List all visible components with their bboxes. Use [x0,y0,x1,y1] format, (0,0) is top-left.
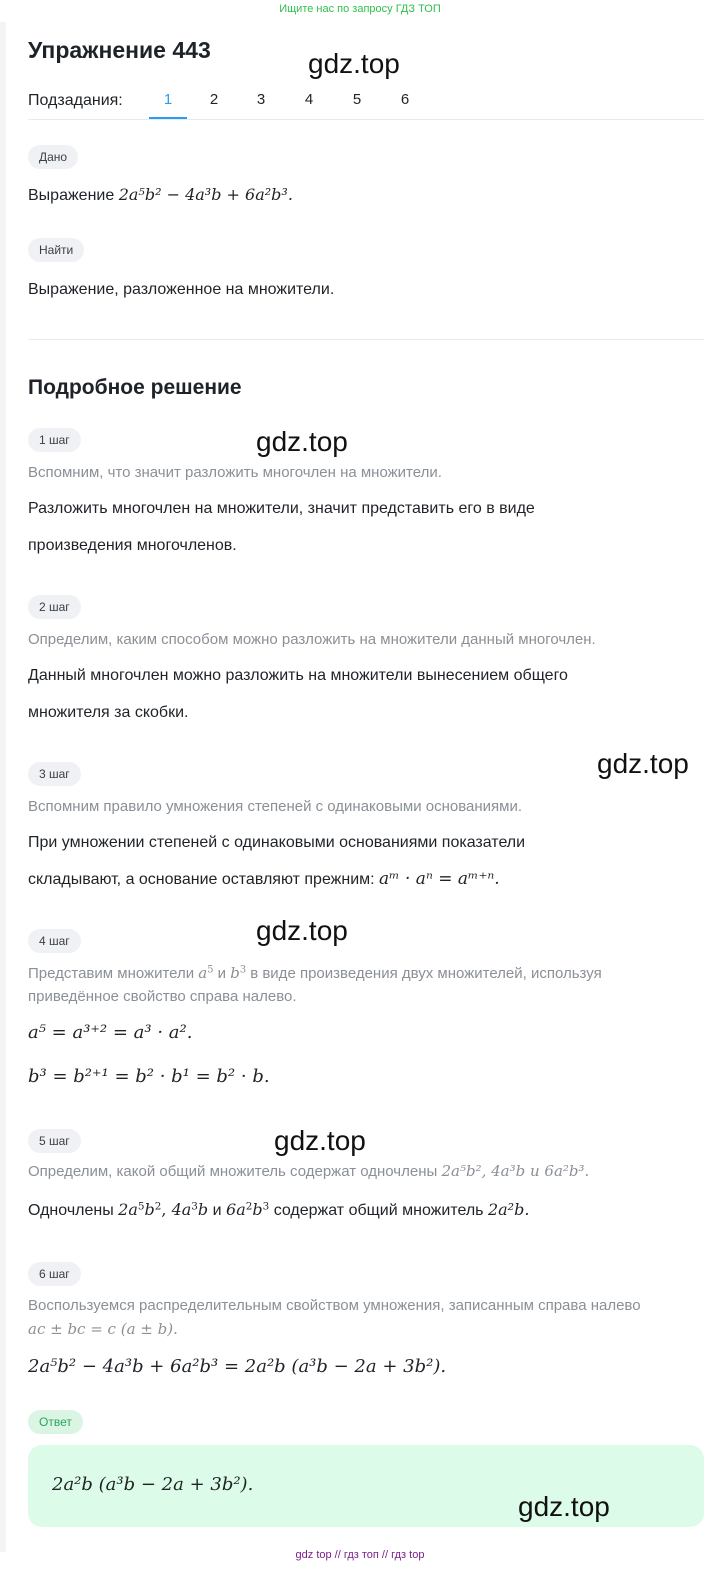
step-3-formula: aᵐ · aⁿ = aᵐ⁺ⁿ. [379,869,500,889]
step-1-pill: 1 шаг [28,428,81,452]
tab-subtask-6[interactable]: 6 [400,91,410,108]
step-4-hint-mid: и [217,965,227,982]
watermark: gdz.top [256,426,348,457]
step-2-line1: Данный многочлен можно разложить на множители вынесением общего [28,667,568,684]
given-expression: 2a⁵b² − 4a³b + 6a²b³. [118,185,293,204]
watermark: gdz.top [256,915,348,946]
tab-subtask-5[interactable]: 5 [352,91,362,108]
watermark: gdz.top [308,48,400,79]
step-2-pill: 2 шаг [28,595,81,619]
answer-pill: Ответ [28,1410,83,1434]
step-5-hint [28,1162,589,1180]
find-text: Выражение, разложенное на множители. [28,281,335,298]
page-title: Упражнение 443 [28,37,211,63]
tab-subtask-4[interactable]: 4 [304,91,314,108]
step-3-hint: Вспомним правило умножения степеней с одинаковыми основаниями. [28,798,522,815]
step-4-hint-line2: приведённое свойство справа налево. [28,988,297,1005]
step-6-hint: Воспользуемся распределительным свойством умножения, записанным справа налево [28,1297,641,1314]
watermark: gdz.top [518,1491,610,1522]
step-5-text-prefix: Одночлены [28,1202,114,1219]
step-3-line2-row [28,869,500,889]
step-6-pill: 6 шаг [28,1262,81,1286]
step-5-hint-prefix: Определим, какой общий множитель содержат одночлены [28,1163,438,1180]
tab-subtask-2[interactable]: 2 [209,91,219,108]
solution-title: Подробное решение [28,376,242,399]
active-tab-indicator [149,117,187,119]
given-text [28,185,293,205]
tabs-divider [28,119,704,120]
search-banner[interactable]: Ищите нас по запросу ГДЗ ТОП [279,3,441,15]
given-pill: Дано [28,145,78,169]
step-1-line1: Разложить многочлен на множители, значит представить его в виде [28,500,535,517]
watermark: gdz.top [597,748,689,779]
step-3-line1: При умножении степеней с одинаковыми основаниями показатели [28,834,526,851]
step-6-hint-formula: ac ± bc = c (a ± b). [28,1320,178,1338]
step-3-line2: складывают, а основание оставляют прежним: [28,871,375,888]
step-6-result: 2a⁵b² − 4a³b + 6a²b³ = 2a²b (a³b − 2a + 3b²). [28,1356,447,1377]
left-rail [0,22,6,1552]
tab-subtask-1[interactable]: 1 [163,91,173,108]
watermark: gdz.top [274,1125,366,1156]
step-4-pill: 4 шаг [28,929,81,953]
step-4-hint-prefix: Представим множители [28,965,195,982]
footer-links[interactable]: gdz top // гдз топ // гдз top [295,1549,425,1561]
tab-subtask-3[interactable]: 3 [256,91,266,108]
step-1-hint: Вспомним, что значит разложить многочлен на множители. [28,464,442,481]
step-1-line2: произведения многочленов. [28,537,237,554]
step-5-pill: 5 шаг [28,1129,81,1153]
step-5-text-and: и [212,1202,222,1219]
step-5-text-mid: содержат общий множитель [273,1202,484,1219]
step-2-hint: Определим, каким способом можно разложить на множители данный многочлен. [28,631,596,648]
answer-expression: 2a²b (a³b − 2a + 3b²). [52,1474,254,1495]
step-5-common-factor: 2a²b. [487,1200,530,1219]
step-4-eq2: b³ = b²⁺¹ = b² · b¹ = b² · b. [28,1066,270,1087]
step-3-pill: 3 шаг [28,762,81,786]
step-5-hint-expression: 2a⁵b², 4a³b и 6a²b³. [441,1162,590,1180]
step-2-line2: множителя за скобки. [28,704,189,721]
step-4-eq1: a⁵ = a³⁺² = a³ · a². [28,1022,193,1043]
step-4-hint-suffix: в виде произведения двух множителей, используя [250,965,602,982]
given-prefix: Выражение [28,187,115,204]
step-4-hint: Представим множители $a^5$ и $b^3$ в виде произведения двух множителей, используя [28,964,602,982]
subtasks-label: Подзадания: [28,92,123,109]
step-5-text: Одночлены $2a^5b^2$, $4a^3b$ и $6a^2b^3$ содержат общий множитель 2a²b. [28,1200,530,1219]
find-pill: Найти [28,238,84,262]
section-divider [28,339,704,340]
